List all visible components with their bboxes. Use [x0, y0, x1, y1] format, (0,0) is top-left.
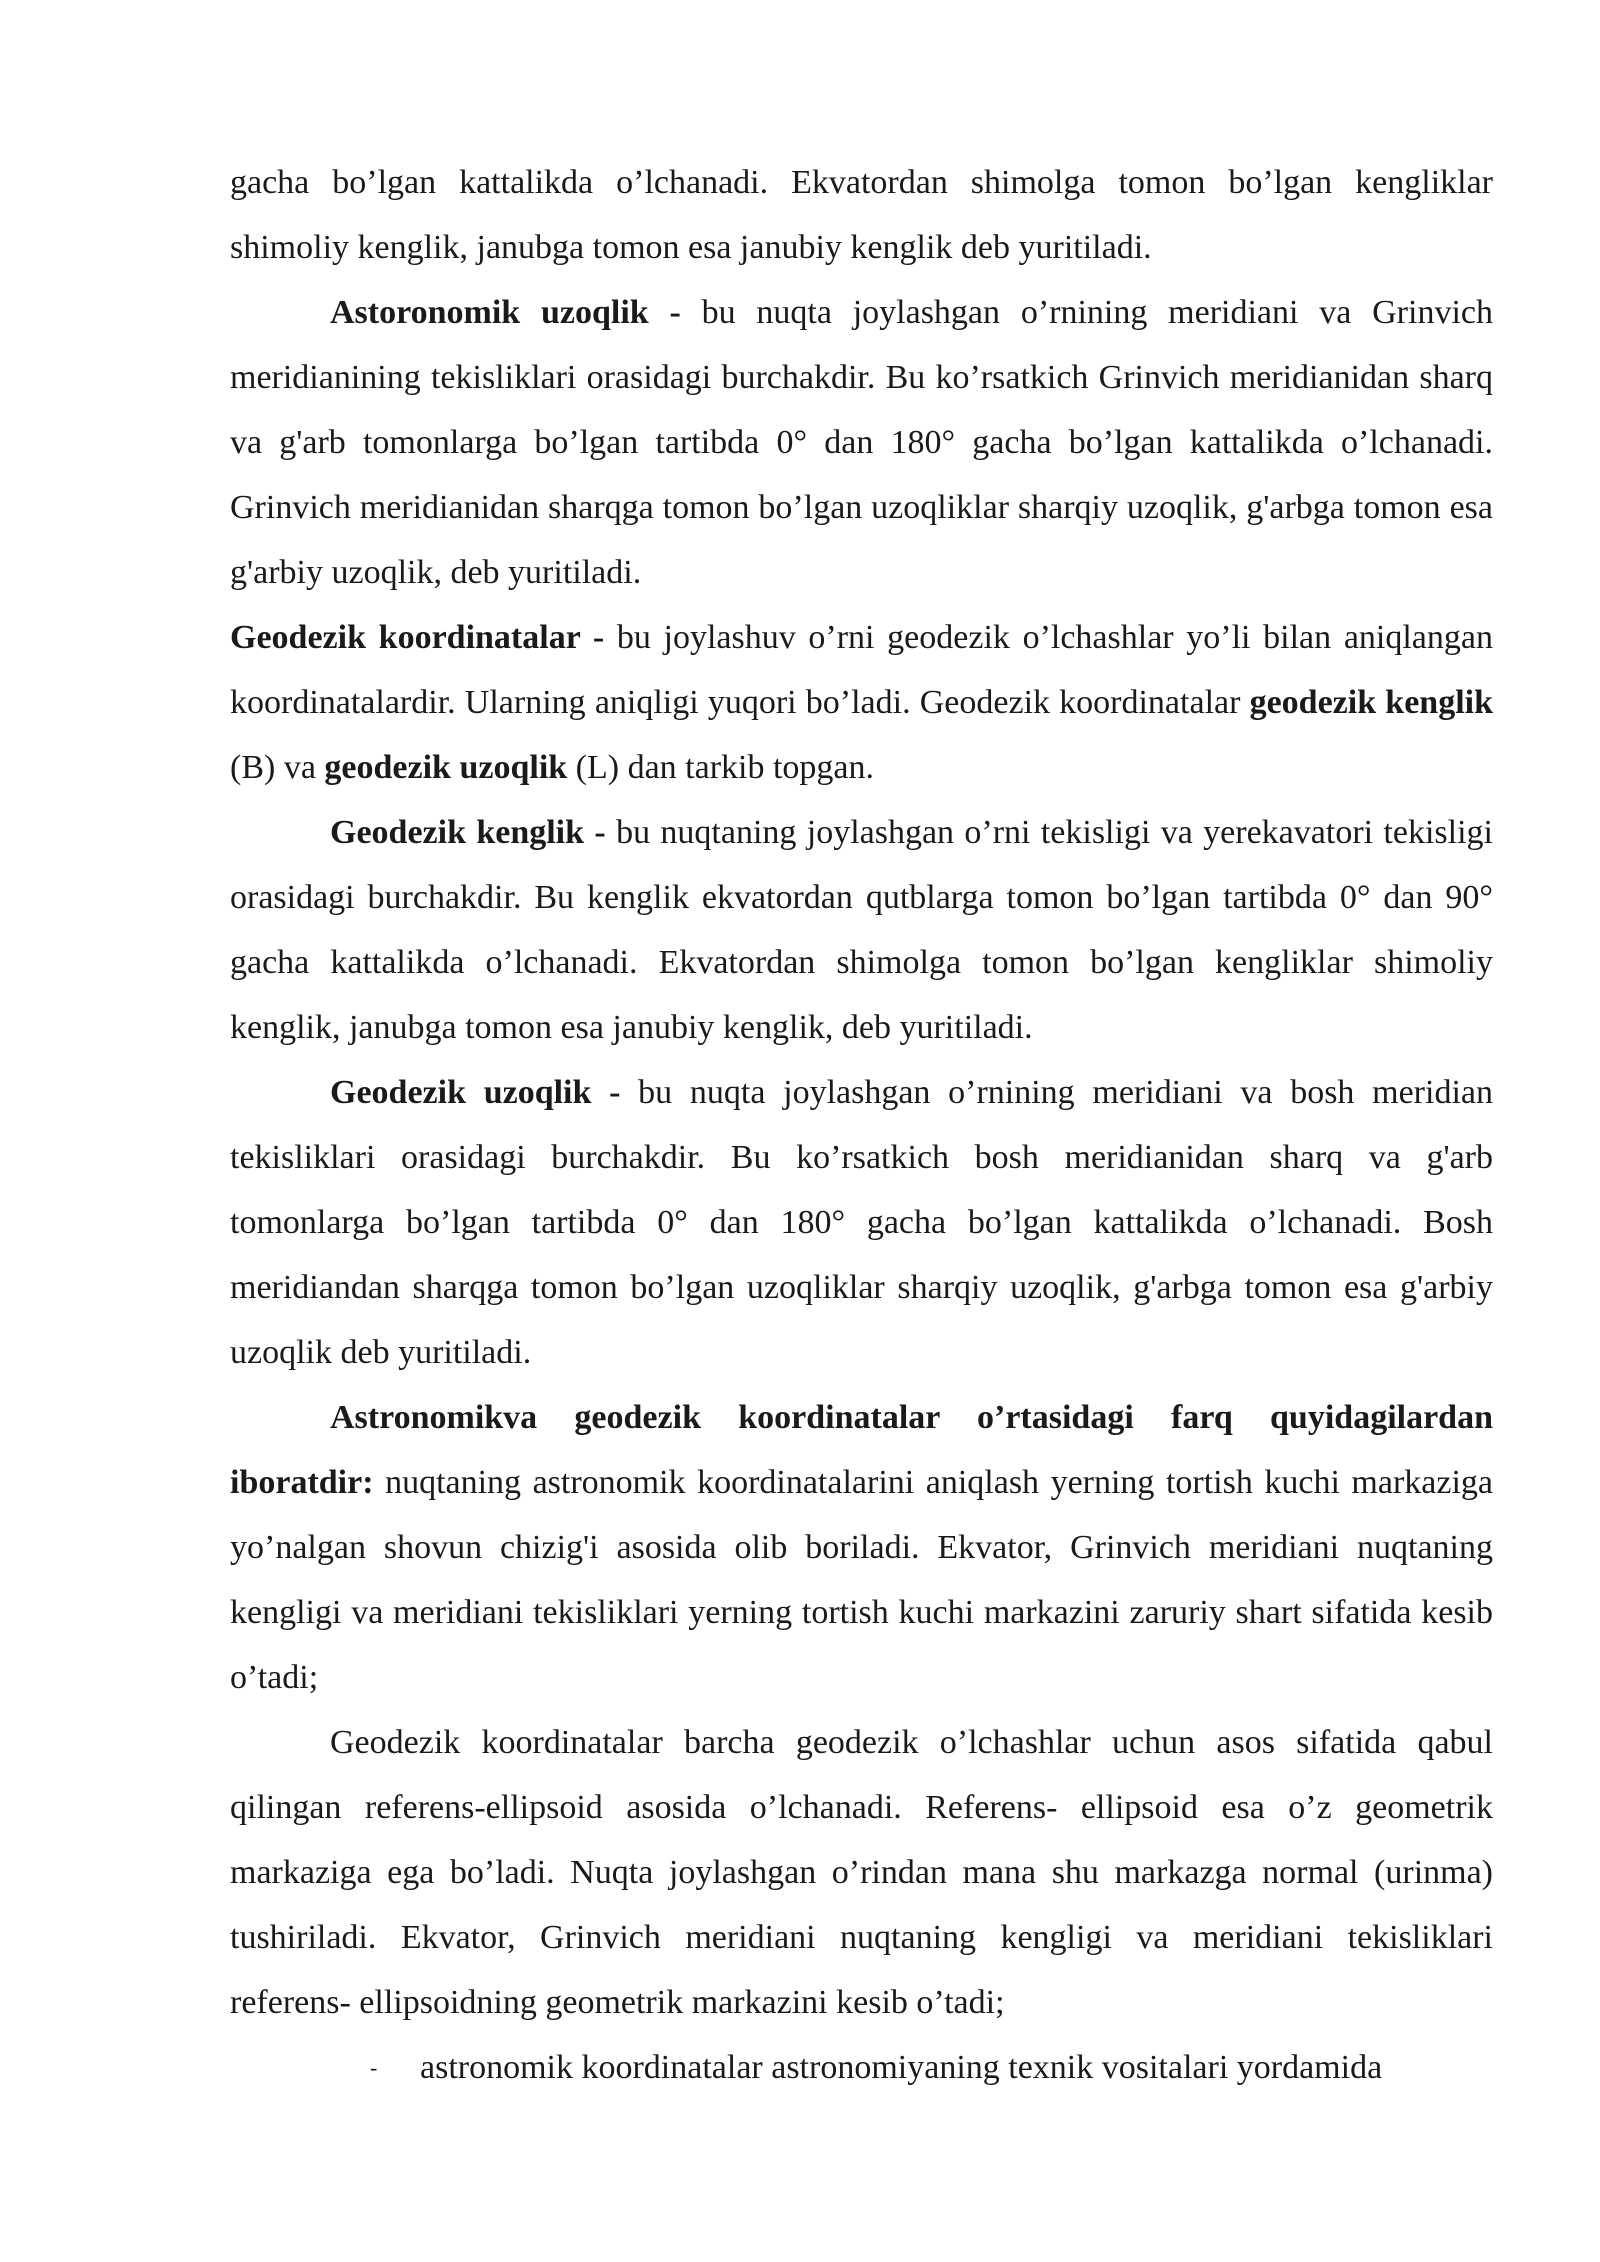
paragraph-differences [230, 1385, 1493, 1710]
document-page [230, 150, 1493, 2100]
paragraph-intro-text: gacha bo’lgan kattalikda o’lchanadi. Ekvatordan shimolga tomon bo’lgan kengliklar shimoliy kenglik, janubga tomon esa janubiy kenglik deb yuritiladi. [230, 164, 1493, 266]
paragraph-geodetic-coordinates-text-3: (L) dan tarkib topgan. [567, 749, 875, 786]
paragraph-reference-ellipsoid [230, 1710, 1493, 2035]
paragraph-geodetic-latitude-text: bu nuqtaning joylashgan o’rni tekisligi va yerekavatori tekisligi orasidagi burchakdir. Bu kenglik ekvatordan qutblarga tomon bo’lgan tartibda 0° dan 90° gacha kattalikda o’lchanadi. Ekvatordan shimolga tomon bo’lgan kengliklar shimoliy kenglik, janubga tomon esa janubiy kenglik, deb yuritiladi. [230, 814, 1493, 1046]
term-differences: Astronomikva geodezik koordinatalar o’rtasidagi farq quyidagilardan iboratdir: [230, 1399, 1493, 1501]
paragraph-geodetic-coordinates-text-2: (B) va [230, 749, 325, 786]
paragraph-geodetic-longitude-text: bu nuqta joylashgan o’rnining meridiani va bosh meridian tekisliklari orasidagi burchakdir. Bu ko’rsatkich bosh meridianidan sharq va g'arb tomonlarga bo’lgan tartibda 0° dan 180° gacha bo’lgan kattalikda o’lchanadi. Bosh meridiandan sharqga tomon bo’lgan uzoqliklar sharqiy uzoqlik, g'arbga tomon esa g'arbiy uzoqlik deb yuritiladi. [230, 1074, 1493, 1371]
term-geodetic-longitude: Geodezik uzoqlik - [330, 1074, 621, 1111]
paragraph-geodetic-coordinates [230, 605, 1493, 800]
term-geodetic-coordinates: Geodezik koordinatalar - [230, 619, 605, 656]
paragraph-geodetic-longitude [230, 1060, 1493, 1385]
term-geodetic-latitude: Geodezik kenglik - [330, 814, 606, 851]
paragraph-astronomical-longitude-text: bu nuqta joylashgan o’rnining meridiani va Grinvich meridianining tekisliklari orasidagi burchakdir. Bu ko’rsatkich Grinvich meridianidan sharq va g'arb tomonlarga bo’lgan tartibda 0° dan 180° gacha bo’lgan kattalikda o’lchanadi. Grinvich meridianidan sharqga tomon bo’lgan uzoqliklar sharqiy uzoqlik, g'arbga tomon esa g'arbiy uzoqlik, deb yuritiladi. [230, 294, 1493, 591]
paragraph-geodetic-latitude [230, 800, 1493, 1060]
paragraph-intro [230, 150, 1493, 280]
term-geodetic-latitude-inline: geodezik kenglik [1249, 684, 1493, 721]
paragraph-differences-text: nuqtaning astronomik koordinatalarini aniqlash yerning tortish kuchi markaziga yo’nalgan shovun chizig'i asosida olib boriladi. Ekvator, Grinvich meridiani nuqtaning kengligi va meridiani tekisliklari yerning tortish kuchi markazini zaruriy shart sifatida kesib o’tadi; [230, 1464, 1493, 1696]
list-item-text: astronomik koordinatalar astronomiyaning texnik vositalari yordamida [420, 2049, 1383, 2086]
term-geodetic-longitude-inline: geodezik uzoqlik [324, 749, 568, 786]
paragraph-reference-ellipsoid-text: Geodezik koordinatalar barcha geodezik o’lchashlar uchun asos sifatida qabul qilingan referens-ellipsoid asosida o’lchanadi. Referens- ellipsoid esa o’z geometrik markaziga ega bo’ladi. Nuqta joylashgan o’rindan mana shu markazga normal (urinma) tushiriladi. Ekvator, Grinvich meridiani nuqtaning kengligi va meridiani tekisliklari referens- ellipsoidning geometrik markazini kesib o’tadi; [230, 1724, 1493, 2021]
list-bullet: - [370, 2055, 378, 2080]
list-item [230, 2035, 1493, 2100]
paragraph-astronomical-longitude [230, 280, 1493, 605]
term-astronomical-longitude: Astoronomik uzoqlik - [330, 294, 681, 331]
paragraph-geodetic-coordinates-text-1: bu joylashuv o’rni geodezik o’lchashlar yo’li bilan aniqlangan koordinatalardir. Ularning aniqligi yuqori bo’ladi. Geodezik koordinatalar [230, 619, 1493, 721]
